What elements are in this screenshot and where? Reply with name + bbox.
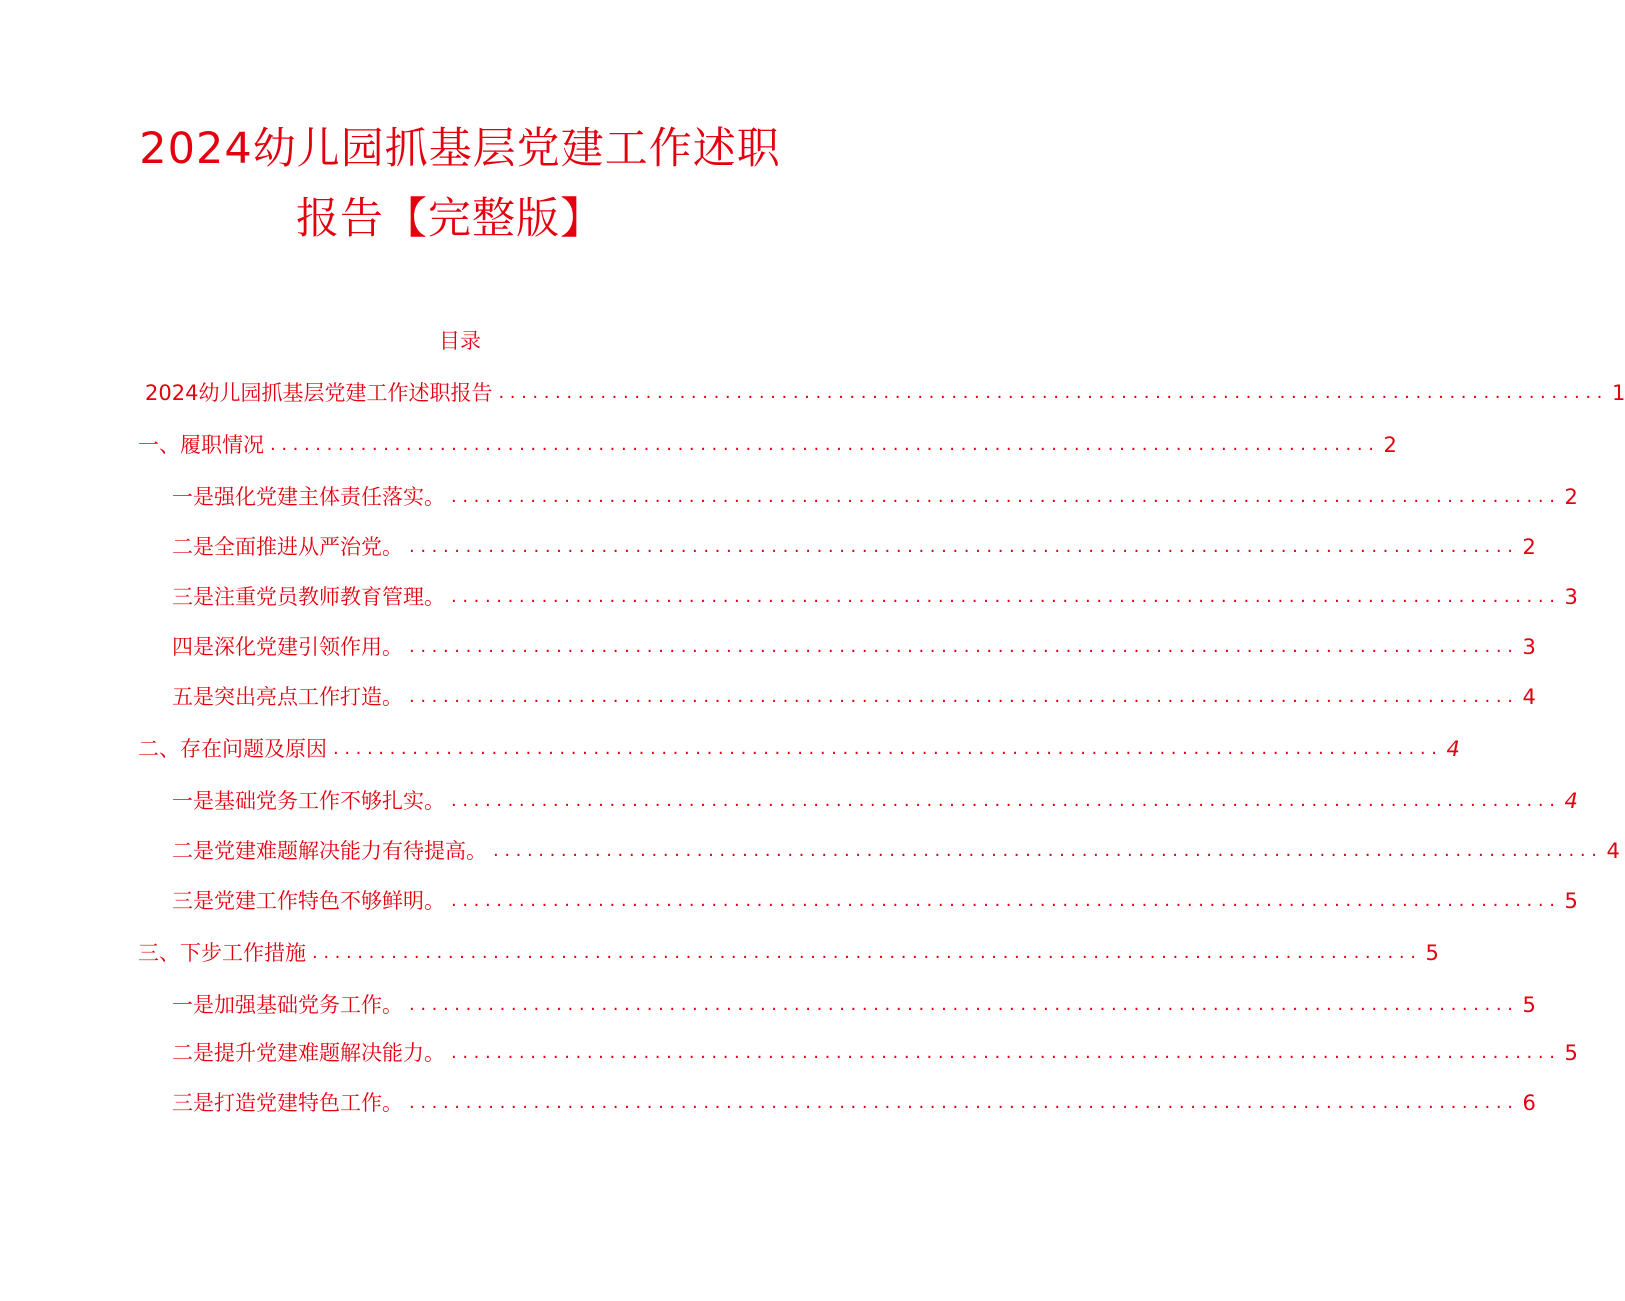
toc-entry-page: 6: [1522, 1091, 1536, 1115]
toc-entry-page: 5: [1564, 1041, 1578, 1065]
toc-entry-label: 四是深化党建引领作用。: [172, 635, 403, 659]
toc-entry[interactable]: [172, 1036, 1578, 1068]
toc-entry-page: 4: [1522, 685, 1536, 709]
toc-entry[interactable]: [172, 1086, 1536, 1118]
toc-entry[interactable]: [172, 988, 1536, 1020]
toc-entry-label: 三是党建工作特色不够鲜明。: [172, 889, 445, 913]
toc-leader-dots: ..................................................................................................: [409, 1092, 1519, 1113]
toc-leader-dots: ..................................................................................................: [451, 890, 1561, 911]
toc-leader-dots: ..................................................................................................: [409, 636, 1519, 657]
toc-entry-label: 三是注重党员教师教育管理。: [172, 585, 445, 609]
toc-entry[interactable]: [172, 580, 1578, 612]
toc-leader-dots: ..................................................................................................: [451, 486, 1561, 507]
toc-entry[interactable]: [172, 530, 1536, 562]
toc-leader-dots: ..................................................................................................: [409, 536, 1519, 557]
toc-entry-page: 2: [1564, 485, 1578, 509]
toc-entry[interactable]: [172, 834, 1620, 866]
toc-entry-page: 3: [1522, 635, 1536, 659]
toc-entry-page: 5: [1564, 889, 1578, 913]
toc-leader-dots: ..................................................................................................: [493, 840, 1603, 861]
toc-leader-dots: ..................................................................................................: [498, 382, 1608, 403]
toc-entry-label: 三是打造党建特色工作。: [172, 1091, 403, 1115]
toc-entry[interactable]: [138, 936, 1439, 968]
toc-entry-page: 4: [1606, 839, 1620, 863]
toc-entry[interactable]: [172, 680, 1536, 712]
toc-entry-page: 5: [1425, 941, 1439, 965]
toc-entry[interactable]: [172, 480, 1578, 512]
toc-entry-label: 二是全面推进从严治党。: [172, 535, 403, 559]
toc-leader-dots: ..................................................................................................: [409, 686, 1519, 707]
toc-entry[interactable]: [172, 630, 1536, 662]
toc-entry-page: 1: [1611, 381, 1625, 405]
toc-entry-label: 五是突出亮点工作打造。: [172, 685, 403, 709]
toc-entry-page: 3: [1564, 585, 1578, 609]
toc-entry-label: 二、存在问题及原因: [138, 737, 327, 761]
toc-entry[interactable]: [138, 732, 1460, 764]
toc-leader-dots: ..................................................................................................: [312, 942, 1422, 963]
toc-entry-page: 4: [1446, 737, 1460, 761]
toc-entry[interactable]: [172, 884, 1578, 916]
toc-leader-dots: ..................................................................................................: [270, 434, 1380, 455]
toc-entry-label: 2024幼儿园抓基层党建工作述职报告: [145, 381, 493, 405]
toc-entry[interactable]: [172, 784, 1578, 816]
toc-leader-dots: ..................................................................................................: [333, 738, 1443, 759]
toc-entry-label: 一、履职情况: [138, 433, 264, 457]
toc-leader-dots: ..................................................................................................: [451, 586, 1561, 607]
toc-entry-page: 2: [1522, 535, 1536, 559]
toc-entry-label: 一是基础党务工作不够扎实。: [172, 789, 445, 813]
toc-entry-label: 一是强化党建主体责任落实。: [172, 485, 445, 509]
toc-leader-dots: ..................................................................................................: [451, 790, 1561, 811]
toc-entry-page: 4: [1564, 789, 1578, 813]
toc-entry-page: 2: [1383, 433, 1397, 457]
toc-entry-page: 5: [1522, 993, 1536, 1017]
toc-leader-dots: ..................................................................................................: [409, 994, 1519, 1015]
toc-entry[interactable]: [145, 376, 1625, 408]
toc-entry-label: 二是党建难题解决能力有待提高。: [172, 839, 487, 863]
toc-entry-label: 一是加强基础党务工作。: [172, 993, 403, 1017]
toc-entry-label: 二是提升党建难题解决能力。: [172, 1041, 445, 1065]
document-title-line-2: 报告【完整版】: [296, 194, 604, 244]
toc-heading: 目录: [439, 329, 481, 353]
document-title-line-1: 2024幼儿园抓基层党建工作述职: [139, 124, 781, 174]
toc-entry[interactable]: [138, 428, 1397, 460]
toc-leader-dots: ..................................................................................................: [451, 1042, 1561, 1063]
toc-entry-label: 三、下步工作措施: [138, 941, 306, 965]
